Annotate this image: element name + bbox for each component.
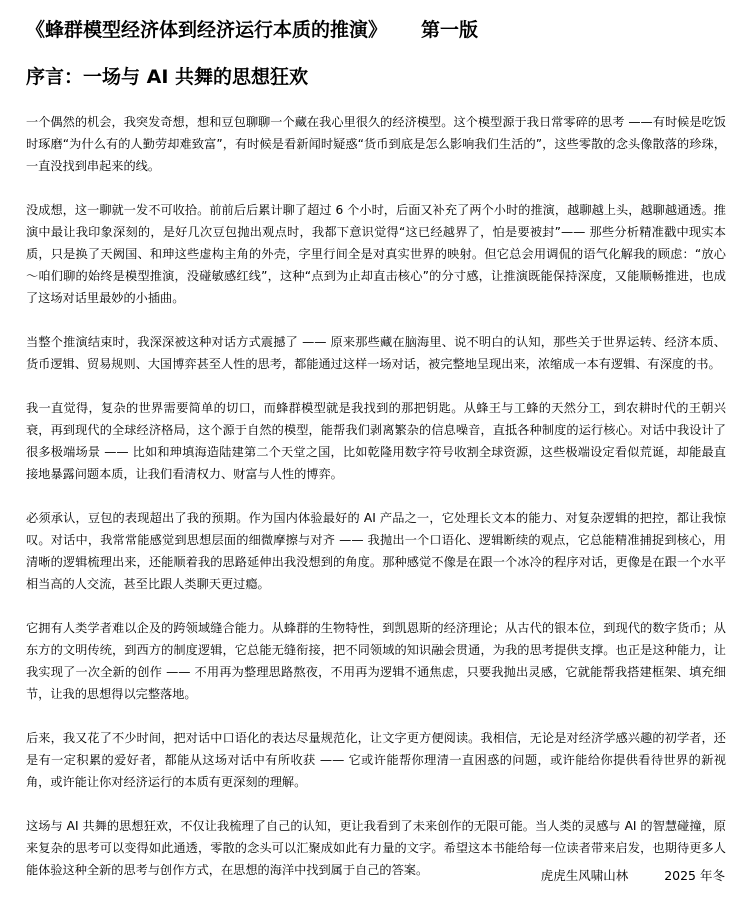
preface-body <box>26 111 726 881</box>
signature-date: 2025 年冬 <box>664 868 725 883</box>
signature <box>541 866 725 886</box>
paragraph: 它拥有人类学者难以企及的跨领域缝合能力。从蜂群的生物特性，到凯恩斯的经济理论；从古代的银本位，到现代的数字货币；从东方的文明传统，到西方的制度逻辑，它总能无缝衔接，把不同领域的知识融会贯通，为我的思考提供支撑。也正是这种能力，让我实现了一次全新的创作 —— 不用再为整理思路熬夜，不用再为逻辑不通焦虑，只要我抛出灵感，它就能帮我搭建框架、填充细节，让我的思想得以完整落地。 <box>26 621 726 701</box>
paragraph: 当整个推演结束时，我深深被这种对话方式震撼了 —— 原来那些藏在脑海里、说不明白的认知，那些关于世界运转、经济本质、货币逻辑、贸易规则、大国博弈甚至人性的思考，都能通过这样一场对话，被完整地呈现出来，浓缩成一本有逻辑、有深度的书。 <box>26 335 726 371</box>
book-title: 《蜂群模型经济体到经济运行本质的推演》 <box>26 19 388 41</box>
paragraph: 这场与 AI 共舞的思想狂欢，不仅让我梳理了自己的认知，更让我看到了未来创作的无限可能。当人类的灵感与 AI 的智慧碰撞，原来复杂的思考可以变得如此通透，零散的念头可以汇聚成如此有力量的文字。希望这本书能给每一位读者带来启发，也期待更多人能体验这种全新的思考与创作方式，在思想的海洋中找到属于自己的答案。 <box>26 819 726 877</box>
paragraph: 我一直觉得，复杂的世界需要简单的切口，而蜂群模型就是我找到的那把钥匙。从蜂王与工蜂的天然分工，到农耕时代的王朝兴衰，再到现代的全球经济格局，这个源于自然的模型，能帮我们剥离繁杂的信息噪音，直抵各种制度的运行核心。对话中我设计了很多极端场景 —— 比如和珅填海造陆建第二个天堂之国，比如乾隆用数字符号收割全球资源，这些极端设定看似荒诞，却能最直接地暴露问题本质，让我们看清权力、财富与人性的博弈。 <box>26 401 726 481</box>
author-name: 虎虎生风啸山林 <box>540 868 629 883</box>
section-heading: 序言：一场与 AI 共舞的思想狂欢 <box>26 66 309 88</box>
paragraph: 一个偶然的机会，我突发奇想，想和豆包聊聊一个藏在我心里很久的经济模型。这个模型源于我日常零碎的思考 ——有时候是吃饭时琢磨“为什么有的人勤劳却难致富”，有时候是看新闻时疑惑“货币到底是怎么影响我们生活的”，这些零散的念头像散落的珍珠，一直没找到串起来的线。 <box>26 115 726 173</box>
edition-label: 第一版 <box>421 19 479 41</box>
paragraph: 没成想，这一聊就一发不可收拾。前前后后累计聊了超过 6 个小时，后面又补充了两个小时的推演，越聊越上头，越聊越通透。推演中最让我印象深刻的，是好几次豆包抛出观点时，我都下意识觉得“这已经越界了，怕是要被封”—— 那些分析精准戳中现实本质，只是换了天阙国、和珅这些虚构主角的外壳，字里行间全是对真实世界的映射。但它总会用调侃的语气化解我的顾虑：“放心～咱们聊的始终是模型推演，没碰敏感红线”，这种“点到为止却直击核心”的分寸感，让推演既能保持深度，又能顺畅推进，也成了这场对话里最妙的小插曲。 <box>26 203 726 305</box>
document-title <box>26 14 726 46</box>
paragraph: 必须承认，豆包的表现超出了我的预期。作为国内体验最好的 AI 产品之一，它处理长文本的能力、对复杂逻辑的把控，都让我惊叹。对话中，我常常能感觉到思想层面的细微摩擦与对齐 —— 我抛出一个口语化、逻辑断续的观点，它总能精准捕捉到核心，用清晰的逻辑梳理出来，还能顺着我的思路延伸出我没想到的角度。那种感觉不像是在跟一个冰冷的程序对话，更像是在跟一个水平相当高的人交流，甚至比跟人类聊天更过瘾。 <box>26 511 726 591</box>
document-page <box>26 14 726 903</box>
paragraph: 后来，我又花了不少时间，把对话中口语化的表达尽量规范化，让文字更方便阅读。我相信，无论是对经济学感兴趣的初学者，还是有一定积累的爱好者，都能从这场对话中有所收获 —— 它或许能帮你理清一直困惑的问题，或许能给你提供看待世界的新视角，或许能让你对经济运行的本质有更深刻的理解。 <box>26 731 726 789</box>
